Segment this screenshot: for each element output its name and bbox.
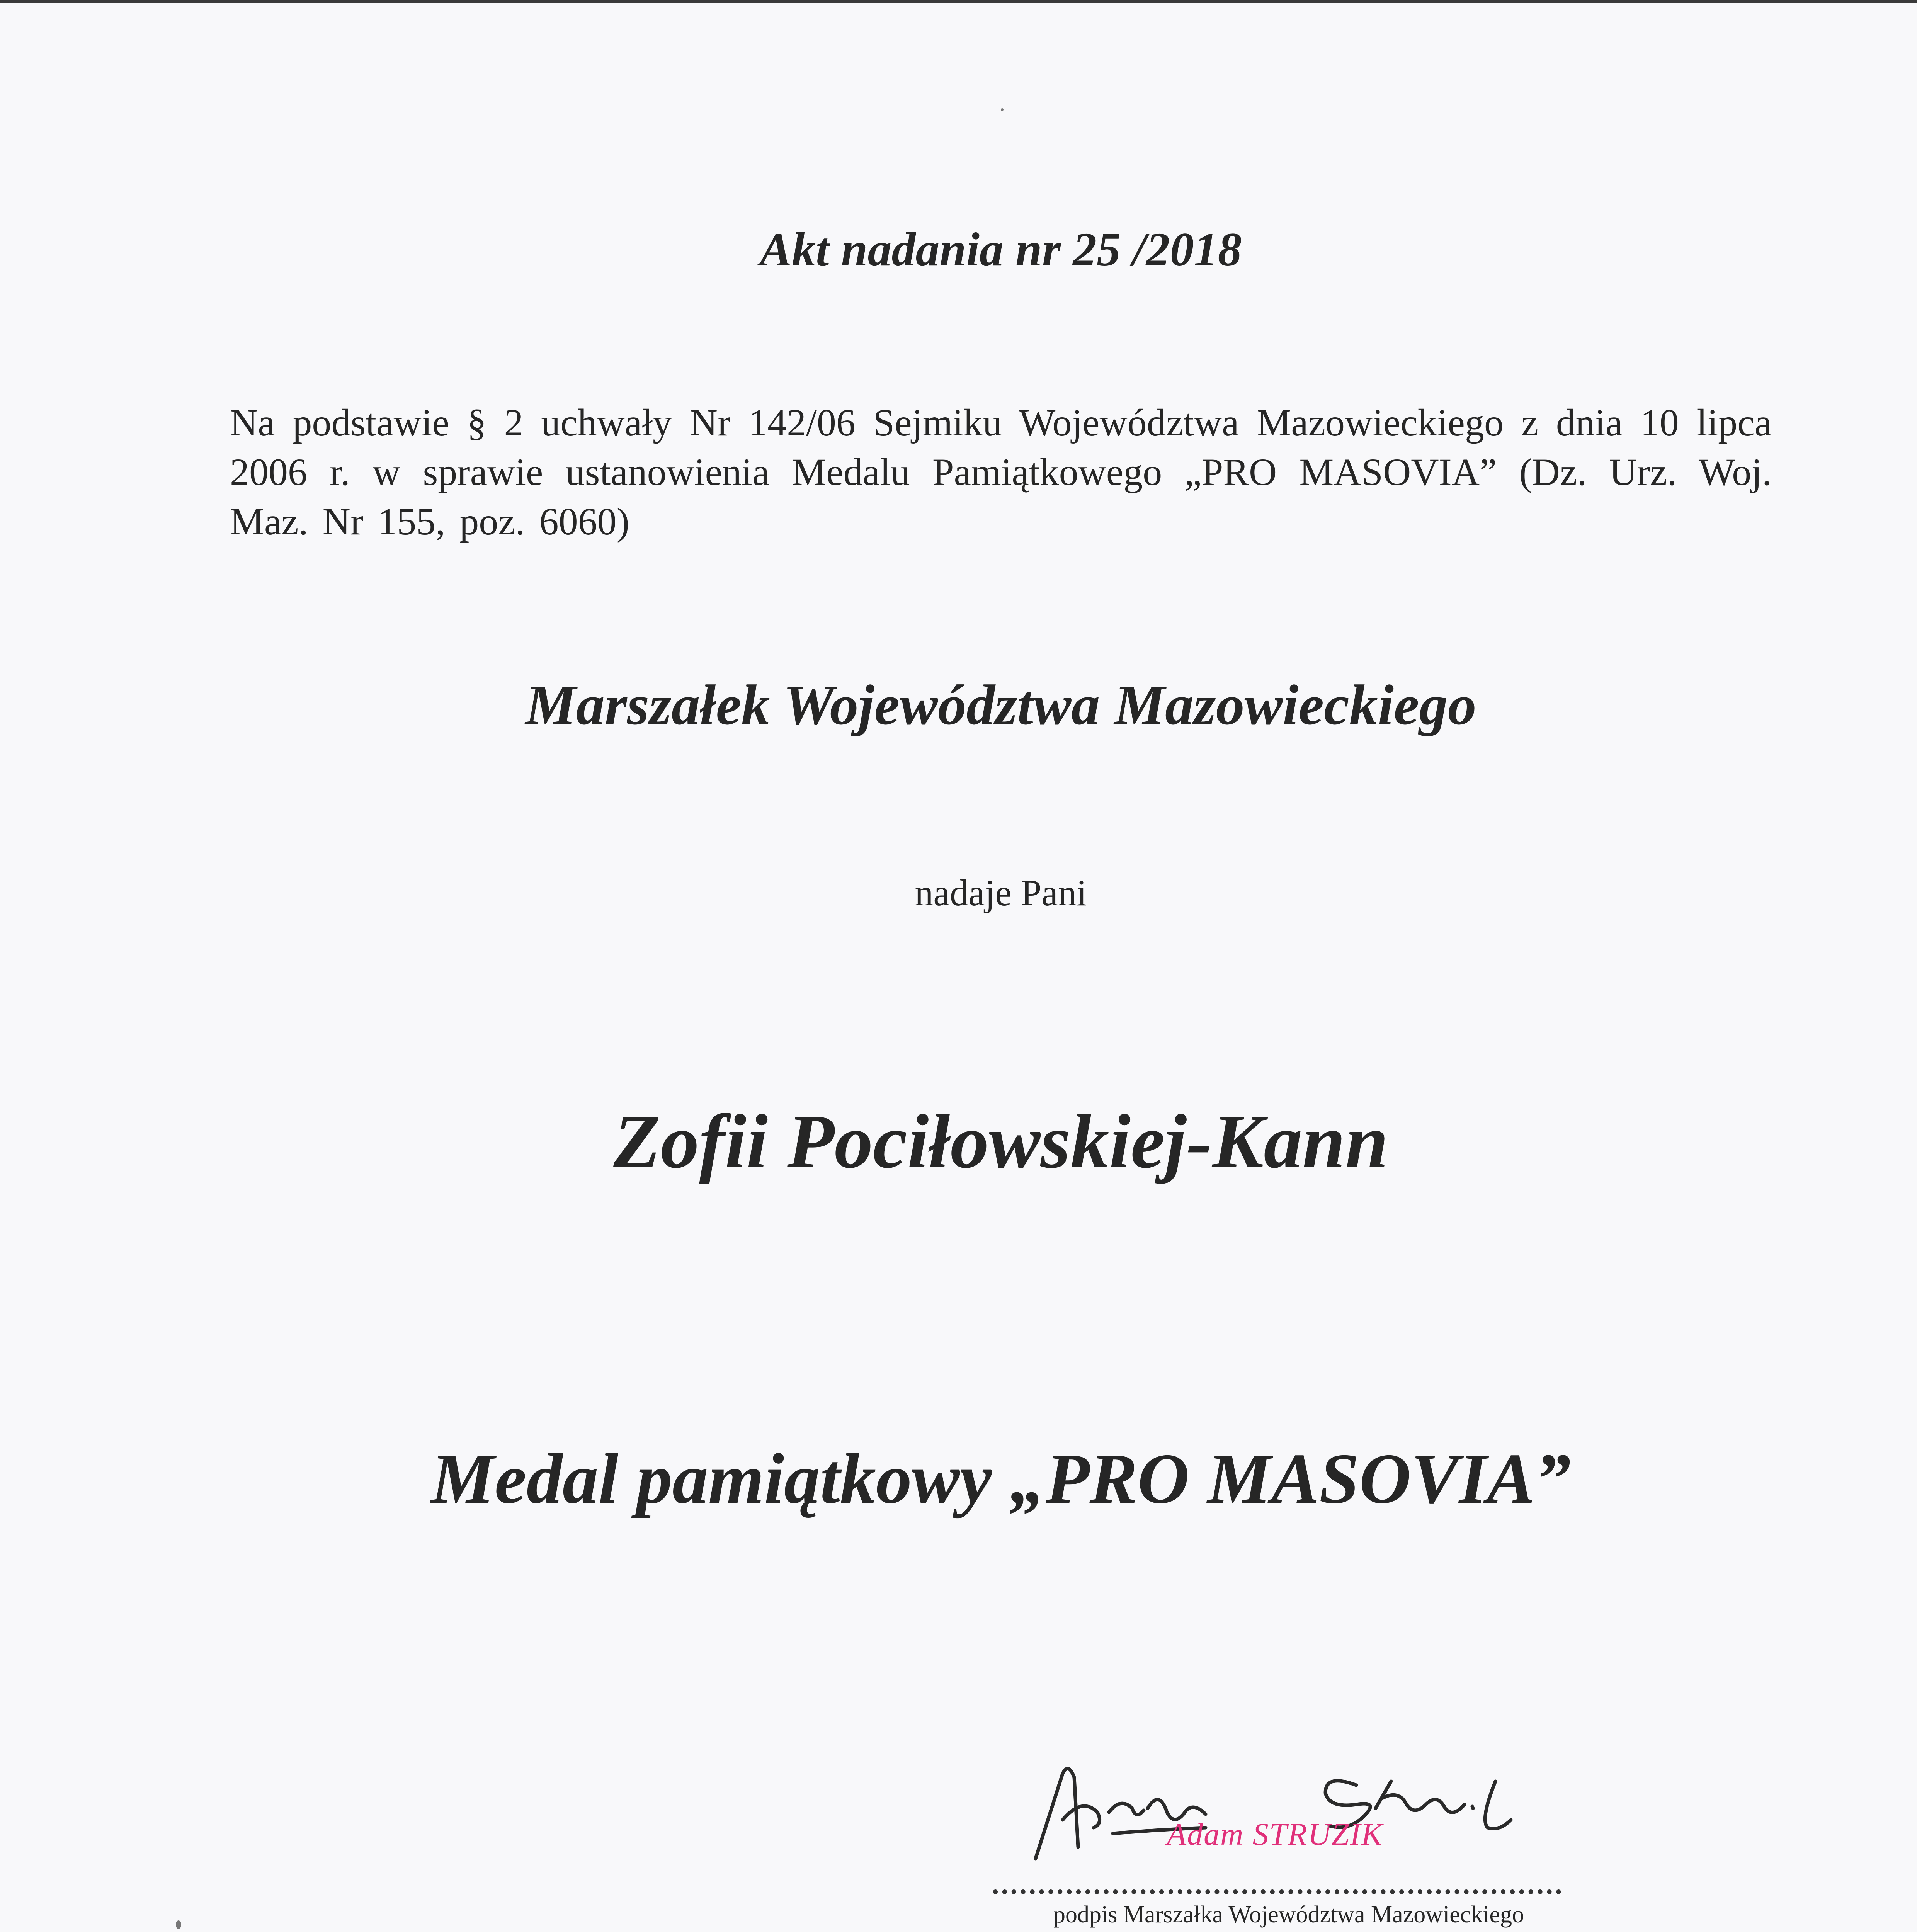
- issuer-heading: Marszałek Województwa Mazowieckiego: [525, 673, 1476, 737]
- signature-caption: podpis Marszałka Województwa Mazowieckiego: [1053, 1901, 1524, 1928]
- scan-speck: [1001, 108, 1004, 111]
- signature-line: [993, 1889, 1561, 1894]
- signatory-stamp: Adam STRUZIK: [1167, 1816, 1383, 1852]
- document-title: Akt nadania nr 25 /2018: [760, 223, 1242, 276]
- handwritten-signature: [1020, 1731, 1538, 1886]
- award-name: Medal pamiątkowy „PRO MASOVIA”: [430, 1439, 1571, 1519]
- grant-phrase: nadaje Pani: [915, 872, 1087, 913]
- scan-top-edge: [0, 0, 1917, 3]
- legal-basis-paragraph: Na podstawie § 2 uchwały Nr 142/06 Sejmiku Województwa Mazowieckiego z dnia 10 lipca 2006 r. w sprawie ustanowienia Medalu Pamiątkowego „PRO MASOVIA” (Dz. Urz. Woj. Maz. Nr 155, poz. 6060): [230, 401, 1772, 543]
- recipient-name: Zofii Pociłowskiej-Kann: [613, 1099, 1388, 1184]
- scan-speck: [176, 1920, 181, 1929]
